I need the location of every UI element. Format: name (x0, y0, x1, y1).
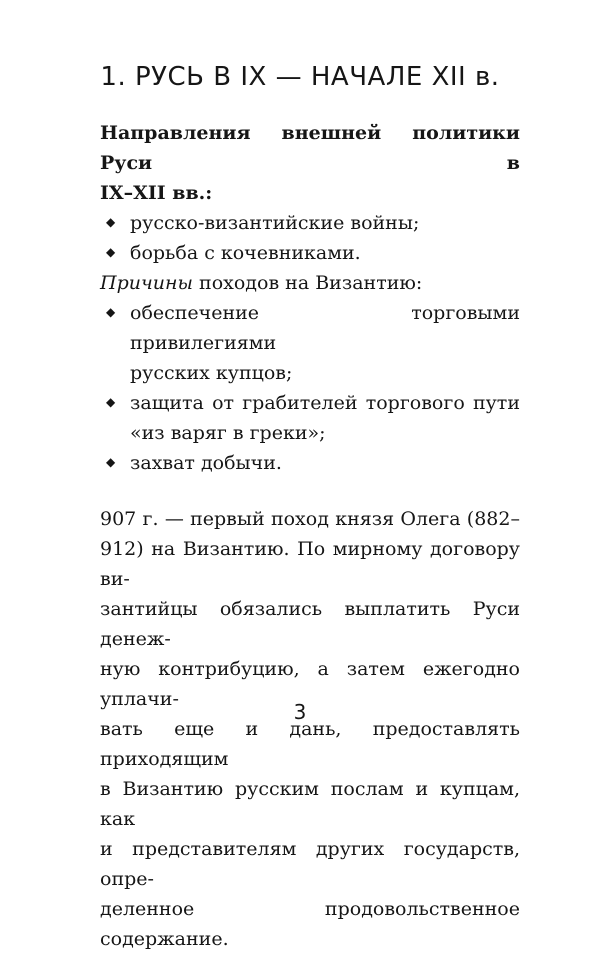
list-item (100, 448, 520, 478)
causes-rest: походов на Византию: (193, 272, 423, 294)
paragraph-line: вать еще и дань, предоставлять приходящим (100, 718, 520, 770)
list-item (100, 238, 520, 268)
diamond-bullet-icon: ◆ (106, 305, 116, 319)
list-item-text: борьба с кочевниками. (130, 242, 361, 264)
list-item-text: «из варяг в греки»; (130, 422, 326, 444)
list-item-text: захват добычи. (130, 452, 282, 474)
paragraph-line: деленное продовольственное содержание. (100, 898, 520, 950)
diamond-bullet-icon: ◆ (106, 455, 116, 469)
spacer (100, 478, 520, 504)
page-number: 3 (293, 700, 307, 724)
diamond-bullet-icon: ◆ (106, 215, 116, 229)
causes-label: Причины (100, 272, 194, 294)
page-content (100, 118, 520, 954)
paragraph-line: в Византию русским послам и купцам, как (100, 778, 520, 830)
paragraph-line: 912) на Византию. По мирному договору ви- (100, 538, 520, 590)
chapter-title: 1. РУСЬ В IX — НАЧАЛЕ XII в. (100, 62, 500, 92)
paragraph-line: и представителям других государств, опре- (100, 838, 520, 890)
list-item-text: русско-византийские войны; (130, 212, 420, 234)
list-item-text: обеспечение торговыми привилегиями (130, 302, 520, 354)
causes-intro (100, 268, 520, 298)
paragraph-line: 907 г. — первый поход князя Олега (882– (100, 508, 520, 530)
list-item (100, 388, 520, 448)
diamond-bullet-icon: ◆ (106, 245, 116, 259)
paragraph-line: ную контрибуцию, а затем ежегодно уплачи- (100, 658, 520, 710)
paragraph-line: зантийцы обязались выплатить Руси денеж- (100, 598, 520, 650)
diamond-bullet-icon: ◆ (106, 395, 116, 409)
heading-line: Направления внешней политики Руси в (100, 122, 520, 174)
heading-line: IX–XII вв.: (100, 182, 213, 204)
section-heading (100, 118, 520, 208)
list-item (100, 208, 520, 238)
list-item-text: защита от грабителей торгового пути (130, 392, 520, 414)
list-item-text: русских купцов; (130, 362, 293, 384)
directions-list (100, 208, 520, 268)
list-item (100, 298, 520, 388)
causes-list (100, 298, 520, 478)
body-paragraph (100, 504, 520, 954)
